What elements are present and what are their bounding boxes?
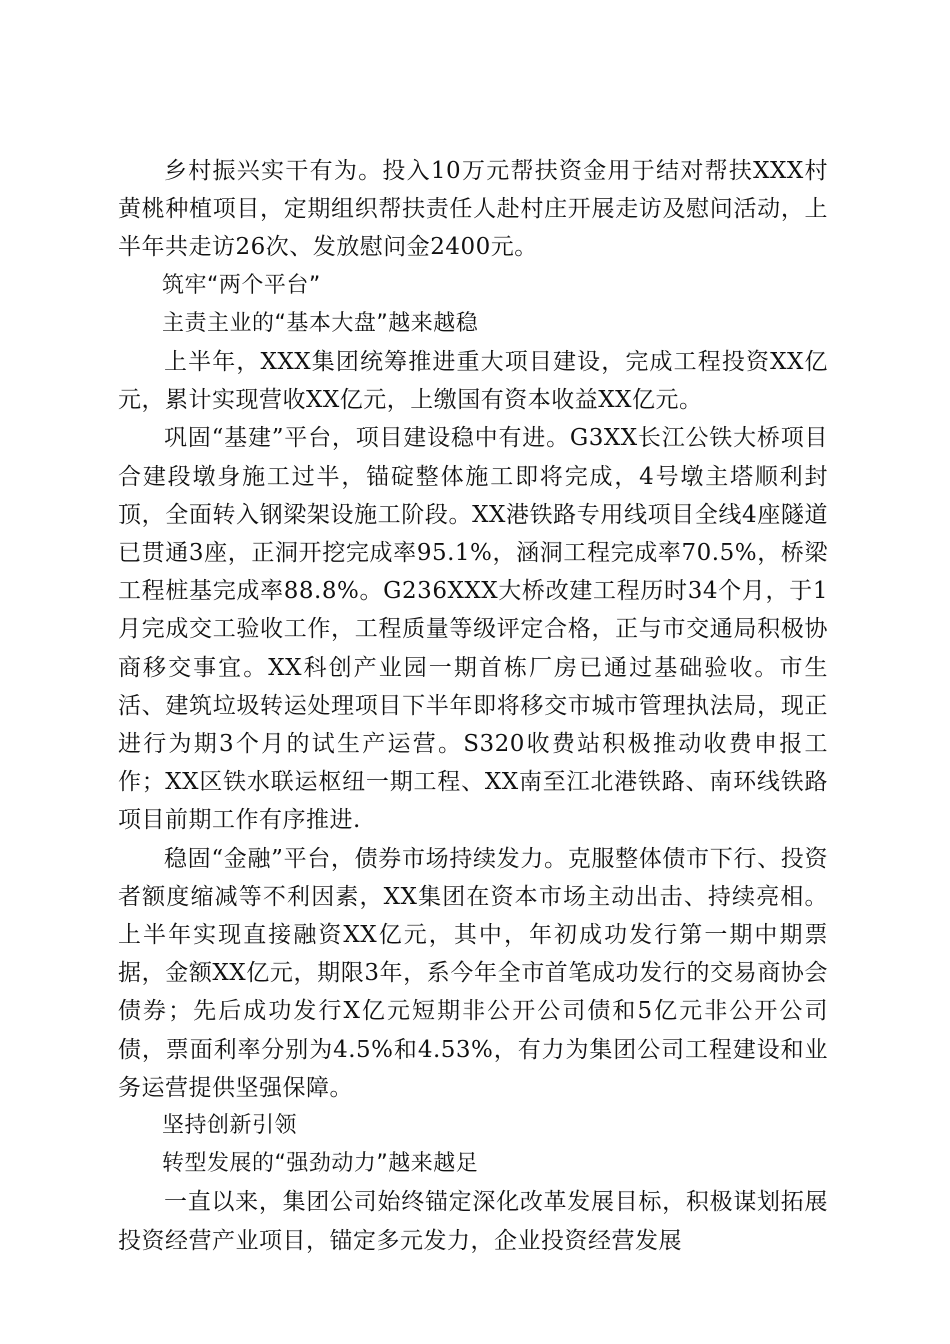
heading-transformation: 转型发展的“强劲动力”越来越足 [162, 1151, 479, 1177]
heading-core-business: 主责主业的“基本大盘”越来越稳 [162, 310, 479, 336]
heading-two-platforms: 筑牢“两个平台” [162, 272, 321, 298]
document-body [118, 152, 828, 1260]
paragraph-half-year-summary: 上半年，XXX集团统筹推进重大项目建设，完成工程投资XX亿元，累计实现营收XX亿元，上缴国有资本收益XX亿元。 [118, 349, 828, 414]
paragraph-reform-development: 一直以来，集团公司始终锚定深化改革发展目标，积极谋划拓展投资经营产业项目，锚定多元发力，企业投资经营发展 [118, 1189, 828, 1254]
paragraph-rural-revitalization: 乡村振兴实干有为。投入10万元帮扶资金用于结对帮扶XXX村黄桃种植项目，定期组织帮扶责任人赴村庄开展走访及慰问活动，上半年共走访26次、发放慰问金2400元。 [118, 158, 828, 261]
paragraph-infrastructure-platform: 巩固“基建”平台，项目建设稳中有进。G3XX长江公铁大桥项目合建段墩身施工过半，锚碇整体施工即将完成，4号墩主塔顺利封顶，全面转入钢梁架设施工阶段。XX港铁路专用线项目全线4座隧道已贯通3座，正洞开挖完成率95.1%，涵洞工程完成率70.5%，桥梁工程桩基完成率88.8%。G236XXX大桥改建工程历时34个月，于1月完成交工验收工作，工程质量等级评定合格，正与市交通局积极协商移交事宜。XX科创产业园一期首栋厂房已通过基础验收。市生活、建筑垃圾转运处理项目下半年即将移交市城市管理执法局，现正进行为期3个月的试生产运营。S320收费站积极推动收费申报工作；XX区铁水联运枢纽一期工程、XX南至江北港铁路、南环线铁路项目前期工作有序推进. [118, 425, 828, 834]
paragraph-finance-platform: 稳固“金融”平台，债券市场持续发力。克服整体债市下行、投资者额度缩减等不利因素，XX集团在资本市场主动出击、持续亮相。上半年实现直接融资XX亿元，其中，年初成功发行第一期中期票据，金额XX亿元，期限3年，系今年全市首笔成功发行的交易商协会债券；先后成功发行X亿元短期非公开公司债和5亿元非公开公司债，票面利率分别为4.5%和4.53%，有力为集团公司工程建设和业务运营提供坚强保障。 [118, 845, 828, 1101]
heading-innovation: 坚持创新引领 [162, 1113, 298, 1139]
